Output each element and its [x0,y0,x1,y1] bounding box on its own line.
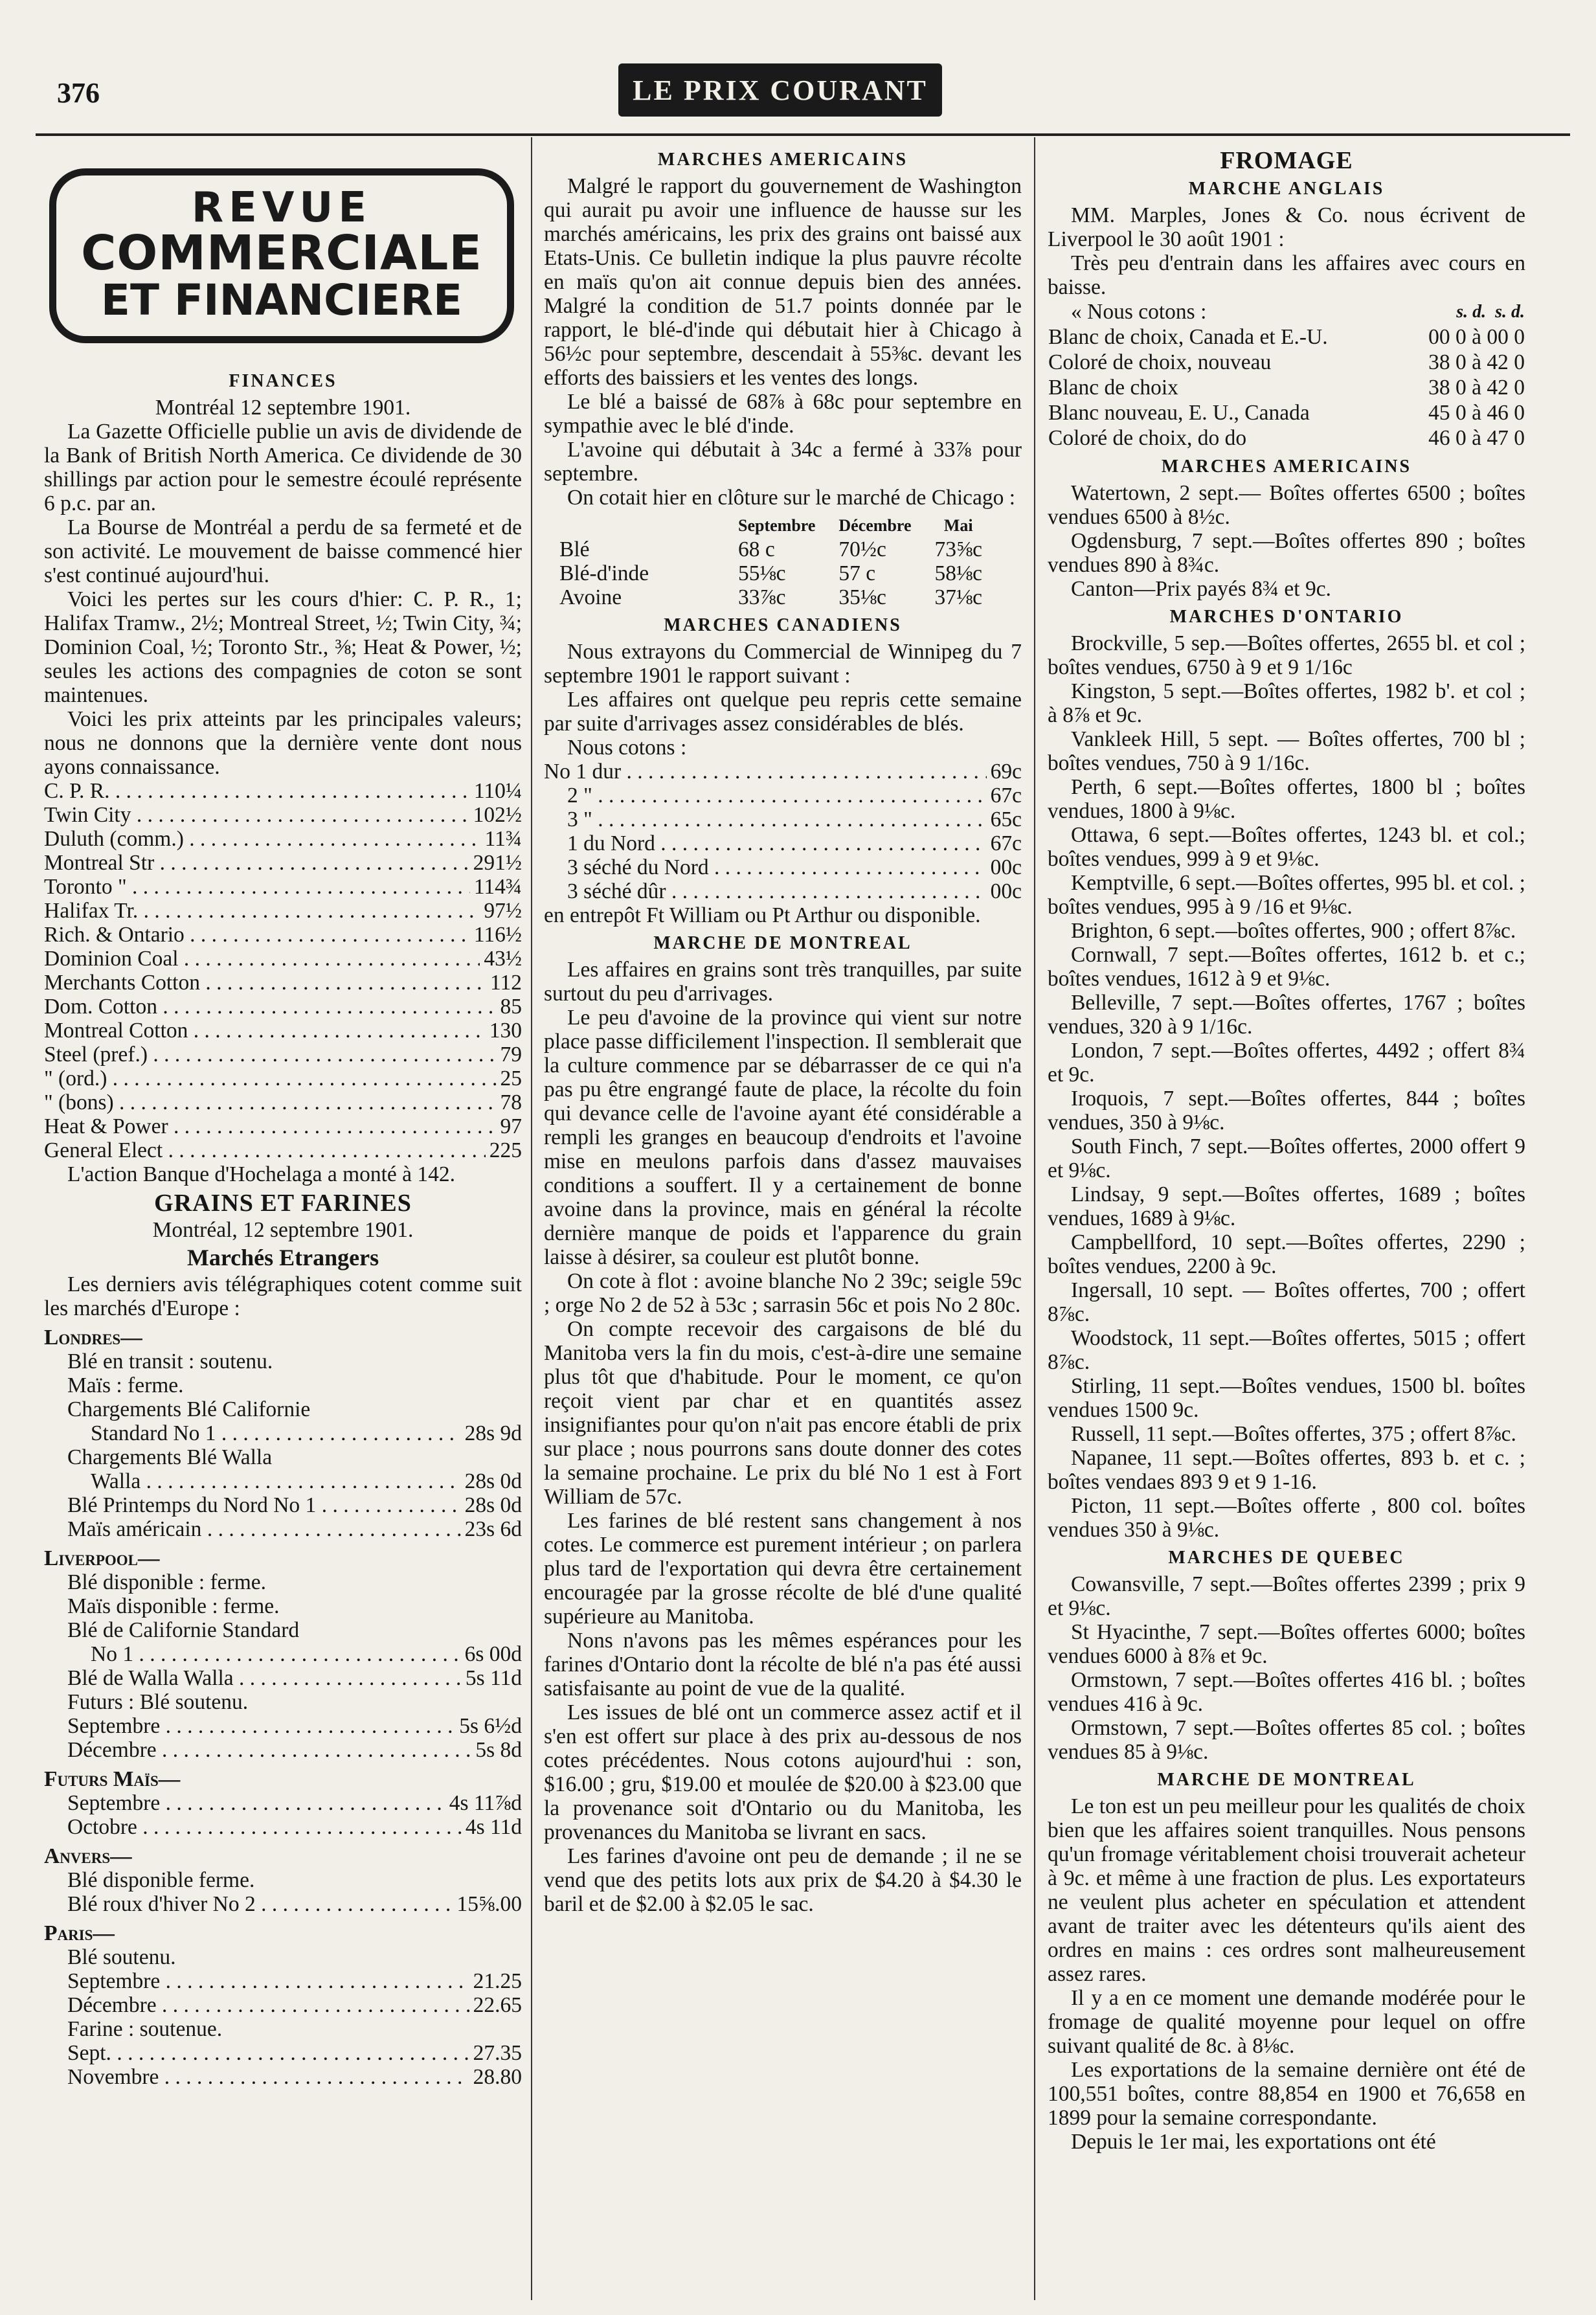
paragraph: Les exportations de la semaine dernière ont été de 100,551 boîtes, contre 88,854 en 1900 et 76,658 en 1899 pour la semaine correspondante. [1048,2058,1525,2130]
marche-de-montreal-heading: MARCHE DE MONTREAL [1157,1770,1416,1790]
quote-row: Septembre . . . 4s 11⅞d [44,1791,522,1815]
paragraph: Malgré le rapport du gouvernement de Washington qui aurait pu avoir une influence de hausse sur les marchés américains, les prix des grains ont baissé aux Etats-Unis. Ce bulletin indique la plus pauvre récolte en maïs qu'on ait connue depuis bien des années. Malgré la condition de 51.7 points donnée par le rapport, le blé-d'inde qui débutait hier à Chicago à 56½c pour septembre, descendait à 55⅜c. devant les efforts des baissiers et les ventes des longs. [544,174,1022,390]
marche-anglais-heading: MARCHE ANGLAIS [1188,179,1385,199]
marches-ontario-heading: MARCHES D'ONTARIO [1169,607,1404,627]
stock-row: Steel (pref.) . . . 79 [44,1043,522,1067]
market-entry: Belleville, 7 sept.—Boîtes offertes, 1767 ; boîtes vendues, 320 à 9 1/16c. [1048,991,1525,1039]
table-header: s. d. s. d. [1456,302,1525,322]
section-label-londres: Londres— [44,1326,142,1350]
paragraph: Très peu d'entrain dans les affaires avec cours en baisse. [1048,251,1525,299]
marches-etrangers-heading: Marchés Etrangers [186,1245,379,1271]
stock-row: Twin City . . . 102½ [44,803,522,827]
stock-row: Heat & Power . . . 97 [44,1114,522,1138]
cheese-price-table [1048,299,1525,451]
quote-line: Chargements Blé Californie [67,1397,311,1422]
paragraph: en entrepôt Ft William ou Pt Arthur ou disponible. [544,903,981,927]
paragraph: On cotait hier en clôture sur le marché de Chicago : [567,486,1016,510]
quote-row: 2 " . . . 67c [544,784,1022,807]
quote-line: Chargements Blé Walla [67,1445,273,1470]
quote-line: Farine : soutenue. [67,2017,223,2042]
market-entry: Watertown, 2 sept.— Boîtes offertes 6500 ; boîtes vendues 6500 à 8½c. [1048,481,1525,529]
paragraph: On cote à flot : avoine blanche No 2 39c; seigle 59c ; orge No 2 de 52 à 53c ; sarrasin 56c et pois No 2 80c. [544,1269,1022,1317]
column-3 [1048,144,1525,2297]
fromage-heading: FROMAGE [1220,147,1353,174]
page-number: 376 [57,77,100,109]
quote-line: Blé disponible : ferme. [67,1570,267,1595]
market-entry: Brighton, 6 sept.—boîtes offertes, 900 ; offert 8⅞c. [1071,919,1516,943]
market-entry: London, 7 sept.—Boîtes offertes, 4492 ; offert 8¾ et 9c. [1048,1039,1525,1087]
market-entry: Russell, 11 sept.—Boîtes offertes, 375 ; offert 8⅞c. [1071,1422,1516,1446]
section-label-liverpool: Liverpool— [44,1546,160,1571]
marche-de-montreal-heading: MARCHE DE MONTREAL [653,933,912,953]
quote-row: Septembre . . . 21.25 [44,1969,522,1993]
table-header [559,514,726,537]
paragraph: L'avoine qui débutait à 34c a fermé à 33⅞ pour septembre. [544,438,1022,486]
market-entry: Cowansville, 7 sept.—Boîtes offertes 2399 ; prix 9 et 9⅛c. [1048,1572,1525,1620]
quote-row: Walla . . . 28s 0d [44,1469,522,1493]
quote-row: Octobre . . . 4s 11d [44,1815,522,1839]
paragraph: Le peu d'avoine de la province qui vient sur notre place passe difficilement l'inspection. Il semblerait que la culture commence par se débarrasser de ce qui n'a pas pu être engrangé faute de place, la récolte du foin qui devance celle de l'avoine ayant été considérable a rempli les granges en beaucoup d'endroits et l'avoine mise en meulons parfois dans d'assez mauvaises conditions a souffert. Il y a certainement de bonne avoine dans la province, mais en général la récolte dernière manque de poids et l'apparence du grain laisse à désirer, sa couleur est plutôt bonne. [544,1006,1022,1269]
section-label-anvers: Anvers— [44,1844,132,1869]
market-entry: St Hyacinthe, 7 sept.—Boîtes offertes 6000; boîtes vendues 6000 à 8⅞ et 9c. [1048,1620,1525,1668]
quote-row: 3 séché dûr . . . 00c [544,879,1022,903]
paragraph: MM. Marples, Jones & Co. nous écrivent de Liverpool le 30 août 1901 : [1048,203,1525,251]
market-entry: Ormstown, 7 sept.—Boîtes offertes 85 col. ; boîtes vendues 85 à 9⅛c. [1048,1716,1525,1764]
paragraph: On compte recevoir des cargaisons de blé du Manitoba vers la fin du mois, c'est-à-dire une semaine plus tôt que d'habitude. Pour le moment, ce qu'on reçoit vient par char et en quantités assez insignifiantes pour qu'on n'ait pas encore établi de prix sur place ; nous pourrons sans doute donner des cotes la semaine prochaine. Le prix du blé No 1 est à Fort William de 57c. [544,1317,1022,1509]
finances-heading: FINANCES [229,371,337,392]
paragraph: Les derniers avis télégraphiques cotent comme suit les marchés d'Europe : [44,1272,522,1321]
dateline: Montréal 12 septembre 1901. [155,396,411,420]
paragraph: Nous cotons : [567,736,687,760]
stock-row: C. P. R. . . . 110¼ [44,779,522,803]
market-entry: Ottawa, 6 sept.—Boîtes offertes, 1243 bl. et col.; boîtes vendues, 999 à 9 et 9⅛c. [1048,823,1525,871]
table-row: Blanc de choix 38 0 à 42 0 [1048,376,1525,400]
quote-line: Futurs : Blé soutenu. [67,1690,249,1715]
quote-row: Blé roux d'hiver No 2 . . . 15⅝.00 [44,1892,522,1916]
table-row: Blanc nouveau, E. U., Canada 45 0 à 46 0 [1048,401,1525,425]
quote-line: Blé de Californie Standard [67,1618,300,1643]
quote-row: No 1 . . . 6s 00d [44,1642,522,1666]
stock-row: General Elect . . . 225 [44,1138,522,1162]
stock-row: Montreal Str . . . 291½ [44,851,522,875]
paragraph: Les issues de blé ont un commerce assez actif et il s'en est offert sur place à des prix au-dessous de nos cotes précédentes. Nous cotons aujourd'hui : son, $16.00 ; gru, $19.00 et moulée de $20.00 à $23.00 que la provenance soit d'Ontario ou du Manitoba, les provenances du Manitoba se livrant en sacs. [544,1700,1022,1844]
market-entry: Stirling, 11 sept.—Boîtes vendues, 1500 bl. boîtes vendues 1500 9c. [1048,1374,1525,1422]
quote-line: Maïs : ferme. [67,1373,184,1398]
paragraph: La Bourse de Montréal a perdu de sa fermeté et de son activité. Le mouvement de baisse commencé hier s'est continué aujourd'hui. [44,515,522,588]
paragraph: Il y a en ce moment une demande modérée pour le fromage de qualité moyenne pour lequel on offre suivant qualité de 8c. à 8⅛c. [1048,1986,1525,2058]
market-entry: Ingersall, 10 sept. — Boîtes offertes, 700 ; offert 8⅞c. [1048,1278,1525,1326]
table-row: Blanc de choix, Canada et E.-U. 00 0 à 00 0 [1048,325,1525,349]
column-divider [531,137,532,2300]
quote-row: Septembre . . . 5s 6½d [44,1714,522,1738]
stock-list [44,779,522,1162]
market-entry: Kingston, 5 sept.—Boîtes offertes, 1982 b'. et col ; à 8⅞ et 9c. [1048,679,1525,727]
market-entry: Vankleek Hill, 5 sept. — Boîtes offertes, 700 bl ; boîtes vendues, 750 à 9 1/16c. [1048,727,1525,775]
quote-row: Blé de Walla Walla . . . 5s 11d [44,1666,522,1690]
market-entry: Kemptville, 6 sept.—Boîtes offertes, 995 bl. et col. ; boîtes vendues, 995 à 9 /16 et 9⅛c. [1048,871,1525,919]
quote-row: 3 séché du Nord . . . 00c [544,855,1022,879]
table-header: « Nous cotons : [1071,300,1207,324]
market-entry: Ogdensburg, 7 sept.—Boîtes offertes 890 ; boîtes vendues 890 à 8¾c. [1048,529,1525,577]
market-entry: Picton, 11 sept.—Boîtes offerte , 800 col. boîtes vendues 350 à 9⅛c. [1048,1494,1525,1542]
grains-heading: GRAINS ET FARINES [154,1190,412,1217]
table-row: Coloré de choix, nouveau 38 0 à 42 0 [1048,350,1525,374]
quote-line: Maïs disponible : ferme. [67,1594,280,1619]
quote-row: No 1 dur . . . 69c [544,760,1022,784]
marches-americains-heading: MARCHES AMERICAINS [657,150,908,170]
paragraph: L'action Banque d'Hochelaga a monté à 142. [67,1162,456,1187]
table-row: Blé-d'inde 55⅛c 57 c 58⅛c [559,561,983,585]
quote-row: Sept. . . . 27.35 [44,2041,522,2065]
market-entry: Brockville, 5 sep.—Boîtes offertes, 2655 bl. et col ; boîtes vendues, 6750 à 9 et 9 1/16c [1048,631,1525,679]
market-entry: Ormstown, 7 sept.—Boîtes offertes 416 bl. ; boîtes vendues 416 à 9c. [1048,1668,1525,1716]
stock-row: Dom. Cotton . . . 85 [44,995,522,1019]
stock-row: Halifax Tr. . . . 97½ [44,899,522,923]
paragraph: La Gazette Officielle publie un avis de dividende de la Bank of British North America. Ce dividende de 30 shillings par action pour le semestre écoulé représente 6 p.c. par an. [44,420,522,516]
quote-row: Décembre . . . 5s 8d [44,1738,522,1762]
paragraph: Nons n'avons pas les mêmes espérances pour les farines d'Ontario dont la récolte de blé n'a pas été aussi satisfaisante au point de vue de la qualité. [544,1629,1022,1700]
quote-row: Maïs américain . . . 23s 6d [44,1517,522,1541]
market-entry: Iroquois, 7 sept.—Boîtes offertes, 844 ; boîtes vendues, 350 à 9⅛c. [1048,1087,1525,1135]
quote-row: 3 " . . . 65c [544,807,1022,831]
winnipeg-quotes [544,760,1022,903]
market-entry: Lindsay, 9 sept.—Boîtes offertes, 1689 ; boîtes vendues, 1689 à 9⅛c. [1048,1182,1525,1230]
table-header: Mai [943,516,973,535]
paragraph: Les affaires ont quelque peu repris cette semaine par suite d'arrivages assez considérables de blés. [544,688,1022,736]
marches-canadiens-heading: MARCHES CANADIENS [664,615,902,635]
chicago-table [559,514,994,609]
stock-row: Duluth (comm.) . . . 11¾ [44,827,522,851]
paragraph: Les affaires en grains sont très tranquilles, par suite surtout du peu d'arrivages. [544,958,1022,1006]
quote-row: Blé Printemps du Nord No 1 . . . 28s 0d [44,1493,522,1517]
stock-row: Rich. & Ontario . . . 116½ [44,923,522,947]
table-row: Avoine 33⅞c 35⅛c 37⅛c [559,585,983,609]
paragraph: Les farines de blé restent sans changement à nos cotes. Le commerce est purement intérieur ; on parlera plus tard de l'exportation qui devra être certainement encouragée par la grosse récolte de blé d'une qualité supérieure au Manitoba. [544,1509,1022,1629]
stock-row: Montreal Cotton . . . 130 [44,1019,522,1043]
quote-row: Standard No 1 . . . 28s 9d [44,1421,522,1445]
marches-quebec-heading: MARCHES DE QUEBEC [1168,1548,1405,1568]
quote-row: Décembre . . . 22.65 [44,1993,522,2017]
table-header: Septembre [738,516,816,535]
column-2 [544,144,1022,2297]
paragraph: Depuis le 1er mai, les exportations ont été [1071,2130,1436,2154]
market-entry: Napanee, 11 sept.—Boîtes offertes, 893 b. et c. ; boîtes vendaes 893 9 et 9 1-16. [1048,1446,1525,1494]
quote-line: Blé en transit : soutenu. [67,1349,273,1374]
paragraph: Nous extrayons du Commercial de Winnipeg du 7 septembre 1901 le rapport suivant : [544,640,1022,688]
market-entry: Campbellford, 10 sept.—Boîtes offertes, 2290 ; boîtes vendues, 2200 à 9c. [1048,1230,1525,1278]
paragraph: Le ton est un peu meilleur pour les qualités de choix bien que les affaires soient tranquilles. Nous pensons qu'un fromage véritablement choisi trouverait acheteur à 9c. et même à une fraction de plus. Les exportateurs ne veulent plus acheter en spéculation et attendent avant de traiter avec les détenteurs qu'ils aient des ordres en mains : ces ordres sont malheureusement assez rares. [1048,1794,1525,1986]
market-entry: Canton—Prix payés 8¾ et 9c. [1071,577,1331,601]
masthead-logo: LE PRIX COURANT [618,63,942,117]
market-entry: Cornwall, 7 sept.—Boîtes offertes, 1612 b. et c.; boîtes vendues, 1612 à 9 et 9⅛c. [1048,943,1525,991]
paragraph: Voici les prix atteints par les principales valeurs; nous ne donnons que la dernière vente dont nous ayons connaissance. [44,707,522,780]
revue-commerciale-logo: REVUE COMMERCIALE ET FINANCIERE [49,168,514,343]
table-row: Coloré de choix, do do 46 0 à 47 0 [1048,426,1525,450]
paragraph: Le blé a baissé de 68⅞ à 68c pour septembre en sympathie avec le blé d'inde. [544,390,1022,438]
market-entry: South Finch, 7 sept.—Boîtes offertes, 2000 offert 9 et 9⅛c. [1048,1135,1525,1182]
stock-row: " (ord.) . . . 25 [44,1067,522,1090]
section-label-futurs-mais: Futurs Maïs— [44,1767,181,1792]
quote-row: Novembre . . . 28.80 [44,2065,522,2089]
stock-row: Toronto " . . . 114¾ [44,875,522,899]
dateline: Montréal, 12 septembre 1901. [152,1218,414,1243]
market-entry: Perth, 6 sept.—Boîtes offertes, 1800 bl ; boîtes vendues, 1800 à 9⅛c. [1048,775,1525,823]
table-row: Blé 68 c 70½c 73⅝c [559,537,983,561]
table-header: Décembre [838,516,912,535]
quote-row: 1 du Nord . . . 67c [544,831,1022,855]
section-label-paris: Paris— [44,1921,115,1946]
paragraph: Voici les pertes sur les cours d'hier: C. P. R., 1; Halifax Tramw., 2½; Montreal Street, ½; Twin City, ¾; Dominion Coal, ½; Toronto Str., ⅜; Heat & Power, ½; seules les actions des compagnies de coton se sont maintenues. [44,587,522,708]
top-rule [36,133,1570,136]
quote-line: Blé soutenu. [67,1945,176,1970]
stock-row: Merchants Cotton . . . 112 [44,971,522,995]
column-1 [44,144,522,2297]
quote-line: Blé disponible ferme. [67,1868,255,1893]
marches-americains-heading: MARCHES AMERICAINS [1161,457,1412,477]
column-divider [1034,137,1035,2300]
stock-row: Dominion Coal . . . 43½ [44,947,522,971]
paragraph: Les farines d'avoine ont peu de demande ; il ne se vend que des petits lots aux prix de $4.20 à $4.30 le baril et de $2.00 à $2.05 le sac. [544,1844,1022,1916]
market-entry: Woodstock, 11 sept.—Boîtes offertes, 5015 ; offert 8⅞c. [1048,1326,1525,1374]
stock-row: " (bons) . . . 78 [44,1090,522,1114]
